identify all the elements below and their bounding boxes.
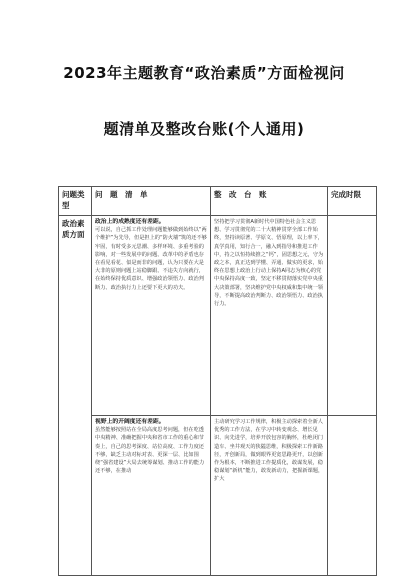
header-rectify-ledger: 整 改 台 账 xyxy=(211,187,328,216)
table-row xyxy=(59,216,377,416)
category-cell: 政治素质方面 xyxy=(59,216,92,576)
deadline-cell xyxy=(328,216,377,416)
deadline-cell xyxy=(328,416,377,576)
document-title-line2: 题清单及整改台账(个人通用) xyxy=(103,120,305,138)
problem-text: 可以说，自己抓工作处理问题能够做到始终以“两个维护”为先导，但是担上的“防火墙”筑的还不够牢固，有时受多元思潮、多样环境、多重考验的影响，对一些发展中的问题、改革中的矛盾也存在看见看花、似是而非的问题，认为只要在大是大非的原则问题上站稳脚跟、不违失方向就行，在始终保持优质意识、增强政治领悟力、政治判断力、政治执行力上还要下更大的功夫。 xyxy=(95,227,207,291)
problem-text: 虽然能够按照站在全局高度思考问题，但在吃透中央精神、准确把握中央和省市工作的重心和节奏上，自己的思考深度、站位高度、工作力度还不够，缺乏主动对标对表、更深一层、比如围绕“强省建设”大局去统筹谋划、推动工作的能力还不够，在推动 xyxy=(95,427,205,475)
header-problem-list: 问 题 清 单 xyxy=(92,187,211,216)
problem-title: 政治上的成熟度还有差距。 xyxy=(95,219,165,225)
problem-cell xyxy=(92,216,211,416)
table-row xyxy=(59,416,377,576)
rectify-cell: 坚持把学习贯彻A新时代中国特色社会主义思想、学习贯彻党的二十大精神贯穿全部工作始终，坚持读原著、学原文、悟原理，以上率下，真学真用，知行合一，融入到指导和推进工作中，持之以恒持续推之“钙”，固思想之元，守为政之本，真正达到学懂、弄通、做实的更求，始终在思想上政治上行动上保持A同志为核心的党中央保持高度一致，坚定不移贯彻落实党中央重大决策部署，坚决维护党中央权威和集中统一领导，不断提高政治判断力、政治领悟力、政治执行力。 xyxy=(211,216,328,416)
problem-title: 视野上的开阔度还有差距。 xyxy=(95,419,165,425)
header-deadline: 完成时限 xyxy=(328,187,377,216)
header-problem-type: 问题类型 xyxy=(59,187,92,216)
table-header-row xyxy=(59,187,377,216)
rectification-table xyxy=(58,186,377,576)
document-title-line1: 2023年主题教育“政治素质”方面检视问 xyxy=(63,64,345,82)
problem-cell xyxy=(92,416,211,576)
rectify-cell: 主动研究学习工作规律，积极主动探索着全新人优秀的工作方法，在学习中转变观念、增长见识、向先进学，培养开放包容的胸怀，杜绝闭门造车、坐井观天的狭隘思维，积极探索工作新路径，开创新局，做到眼界更宽思路更开，以创新作为根本，不断推进工作提质化，敢谋发展，稳稳谋划“新机”能力，敢发新动力，把握新课题，扩大 xyxy=(211,416,328,576)
